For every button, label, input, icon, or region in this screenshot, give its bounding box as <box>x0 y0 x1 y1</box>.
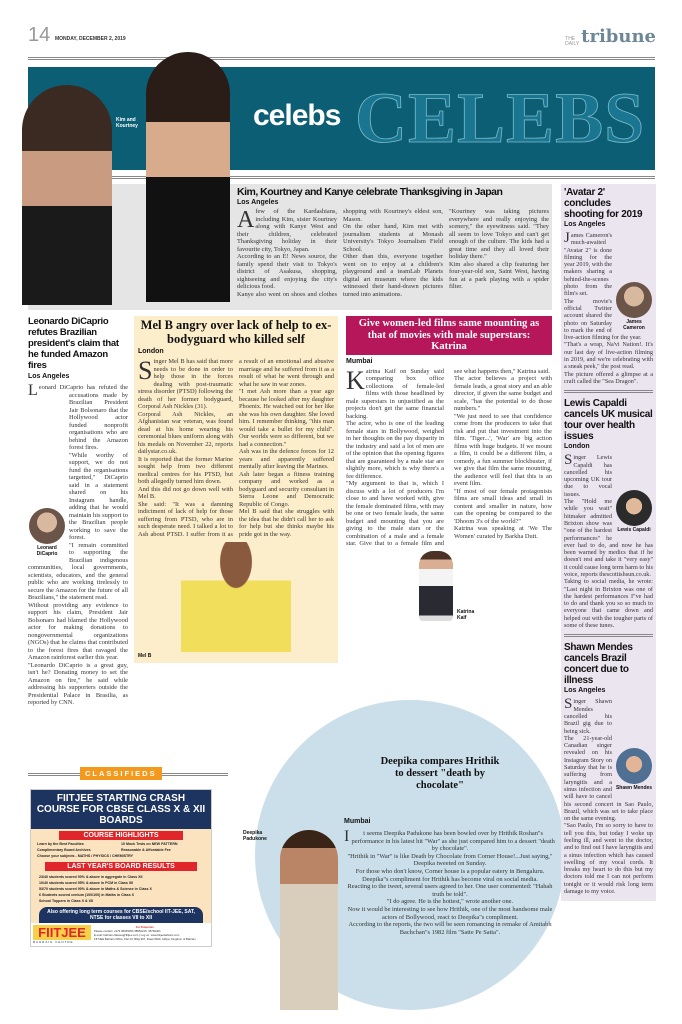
highlight-item: Complimentary Board Archives <box>37 848 91 852</box>
avatar-headline: 'Avatar 2' concludes shooting for 2019 <box>564 187 643 220</box>
katrina-dateline: Mumbai <box>346 357 373 365</box>
deepika-text: t seems Deepika Padukone has been bowled over by Hrithik Roshan"s performance in his latest hit "War" as she just compared him to a dessert "death by chocolate". "Hrithik in "War" is like Death by Chocolate from Corner House!...Just saying," Deepika tweeted on Sunday. For those who don't know, Corner house is a popular eatery in Bengaluru. Deepika"s compliment for Hrithik has become viral on social media. Reacting to the tweet, several users agreed to her. One user commented: "Hahah truth be told". "I do agree. He is the hottest," wrote another one. Now it would be interesting to see how Hrithik, one of the most handsome male actors of Bollywood, react to Deepika"s compliment. According to the reports, the two will be seen romancing in remake of Amitabh Bachchan"s 1982 film "Satte Pe Satta". <box>347 830 555 936</box>
page-number: 14 <box>28 24 51 46</box>
mendes-body <box>564 698 653 895</box>
avatar-article <box>564 187 653 385</box>
cameron-figure <box>615 282 653 331</box>
ad-footer <box>31 923 211 946</box>
melb-body <box>138 358 334 538</box>
capaldi-text: inger Lewis Capaldi has cancelled his upcoming UK tour due to vocal issues. The "Hold me while you wait" hitmaker admitted Brixton show was "one of the hardest performances" he ever had to do, and now he has been warned by medics that if he doesn't rest and take it "very easy" it could cause long term harm to his voice, reports thescottishsun.co.uk. Taking to social media, he wrote: "Last night in Brixton was one of the hardest performances I"ve had to do and thank you so so much to everyone that came down and helped out with the tougher parts of some of these tunes. <box>564 454 653 630</box>
melb-text: inger Mel B has said that more needs to be done in order to help those in the forces dealing with post-traumatic stress disorder (PTSD) following the death of her former bodyguard, Corporal Ash Nickles (31). Corporal Ash Nickles, an Afghanistan war veteran, was found dead at his home wearing his ceremonial blues uniform along with his medals on November 22, reports dailystar.co.uk. It is reported that the former Marine sought help from two different medical centres for his PTSD, but both allegedly turned him down. And this did not go down well with Mel B. She said: "It was a damning indictment of lack of help for those suffering from PTSD, who are in such desperate need. I talked a lot to Ash about PTSD. I suffer from it as a result of an emotional and abusive marriage and he suffered from it as a result of what he went through and what he saw in war zones. "I met Ash more than a year ago because he looked after my daughter Phoenix. He watched out for her like she was his own daughter. She loved him. I remember thinking, "this man would take a bullet for my child". Our worlds were so different, but we had a connection." Ash was in the defence forces for 12 years and apparently suffered mentally after leaving the Marines. Ash later began a fitness training company and worked as a bodyguard and security consultant in Sierra Leone and Democratic Republic of Congo. Mel B said that she struggles with the idea that he didn't call her to ask for help but she thinks maybe his pride got in the way. <box>138 358 334 538</box>
capaldi-article <box>564 398 653 629</box>
highlight-item: Reasonable & Affordable Fee <box>121 848 171 852</box>
melb-article <box>134 316 338 663</box>
kim-body <box>237 208 549 298</box>
highlights-title: COURSE HIGHLIGHTS <box>59 831 183 840</box>
kim-kourtney-caption: Kim and Kourtney <box>116 117 138 129</box>
melb-caption: Mel B <box>138 653 152 659</box>
mendes-dropcap: S <box>564 696 573 713</box>
header-rule <box>28 57 655 60</box>
deepika-caption: Deepika Padukone <box>243 830 267 842</box>
deepika-dateline: Mumbai <box>344 818 371 825</box>
fiitjee-logo <box>33 925 91 944</box>
kourtney-photo <box>22 85 112 305</box>
kim-dateline: Los Angeles <box>237 199 279 206</box>
results-list <box>31 872 211 906</box>
katrina-photo <box>419 551 453 621</box>
dicaprio-body <box>28 384 128 707</box>
result-item: 10/40 students scored 95% & above in PCM in Class XII <box>39 881 134 885</box>
banner-watermark: CELEBS <box>355 78 646 158</box>
highlight-item: 10 Mock Tests on NEW PATTERN <box>121 842 178 846</box>
kim-photo <box>146 52 230 302</box>
offer-banner: Also offering long term courses for CBSE/school IIT-JEE, SAT, NTSE for classes VII to XII <box>39 907 203 923</box>
melb-headline: Mel B angry over lack of help to ex-bodyguard who killed self <box>140 318 332 346</box>
logo-text: tribune <box>581 26 656 47</box>
dicaprio-dateline: Los Angeles <box>28 373 70 380</box>
capaldi-headline: Lewis Capaldi cancels UK musical tour over health issues <box>564 398 653 443</box>
mendes-caption: Shawn Mendes <box>615 785 653 792</box>
kim-text: few of the Kardashians, including Kim, sister Kourtney along with Kanye West and their children, celebrated Thanksgiving holiday in their favourite city, Tokyo, Japan. According to an E! News source, the family spend their visit to Tokyo's district of Asakusa, shopping, sightseeing and enjoying the city's delicious food. Kanye also went on shoes and clothes shopping with Kourtney's eldest son, Mason. On the other hand, Kim met with journalism students at Monash University's Tokyo Journalism Field School. Other than this, everyone together went on to enjoy at a children's playground and a teamLab Planets digital art museum where the kids witnessed their hand-drawn pictures turned into animations. "Kourtney was taking pictures everywhere and really enjoying the scenery," the eyewitness said. "They all seem to love Tokyo and can't get enough of the culture. The kids had a great time and they all loved their holiday there." Kim also shared a clip featuring her four-year-old son, Saint West, having fun at a park playing with a spider filter. <box>237 208 549 298</box>
right-rule-2 <box>564 634 653 637</box>
mendes-article <box>564 642 653 895</box>
deepika-photo <box>280 830 338 1010</box>
avatar-body <box>564 232 653 385</box>
avatar-text: ames Cameron's much-awaited "Avatar 2" is done filming for the year 2019, with the makers sharing a behind-the-scenes photo from the film's set. The movie's official Twitter account shared the photo on Saturday to mark the end of live-action filming for the year. "That's a wrap, Na'vi Nation!. It's our last day of live-action filming in 2019, and we're celebrating with a sneak peek," the post read. The picture offered a glimpse at a craft called the "Sea Dragon". <box>564 232 653 385</box>
fiitjee-ad[interactable] <box>30 789 212 947</box>
classifieds-label: CLASSIFIEDS <box>80 767 162 780</box>
result-item: 6 Students scored centum (100/100) in Maths in Class X <box>39 893 135 897</box>
avatar-dropcap: J <box>564 230 570 246</box>
brand-sub: BAHRAIN CENTRE <box>33 940 74 944</box>
banner-rule <box>28 176 655 179</box>
highlight-item: Choose your subjects - MATHS / PHYSICS / CHEMISTRY <box>37 854 134 858</box>
result-item: 53/70 students scored 90% & above in Maths & Science in Class X <box>39 887 152 891</box>
melb-photo <box>181 542 291 652</box>
deepika-dropcap: I <box>344 828 350 845</box>
dicaprio-figure <box>28 508 66 557</box>
capaldi-body <box>564 454 653 629</box>
melb-dateline: London <box>138 348 164 355</box>
cameron-caption: James Cameron <box>623 319 645 331</box>
katrina-figure <box>346 551 552 621</box>
dicaprio-headline: Leonardo DiCaprio refutes Brazilian president's claim that he funded Amazon fires <box>28 316 119 371</box>
masthead-logo <box>565 26 656 47</box>
dicaprio-article <box>28 316 128 707</box>
results-title: LAST YEAR'S BOARD RESULTS <box>45 862 197 871</box>
katrina-dropcap: K <box>346 365 365 395</box>
deepika-headline: Deepika compares Hrithik to dessert "death by chocolate" <box>380 756 500 791</box>
mendes-figure <box>615 748 653 791</box>
mendes-photo <box>616 748 652 784</box>
cameron-photo <box>616 282 652 318</box>
right-column <box>561 184 656 901</box>
kim-headline: Kim, Kourtney and Kanye celebrate Thanksgiving in Japan <box>237 186 503 198</box>
logo-small: THE DAILY <box>565 36 580 47</box>
capaldi-figure <box>615 490 653 533</box>
contact-phone: Please contact: +973 38045050 38852215, 35784401 <box>94 929 161 933</box>
kim-article <box>237 186 549 298</box>
brand-name: FIITJEE <box>33 925 91 940</box>
melb-dropcap: S <box>138 356 153 385</box>
kim-dropcap: A <box>237 207 255 233</box>
dicaprio-caption: Leonard DiCaprio <box>36 545 58 557</box>
ad-title: FIITJEE STARTING CRASH COURSE FOR CBSE CLASS X & XII BOARDS <box>31 790 211 829</box>
mendes-headline: Shawn Mendes cancels Brazil concert due to illness <box>564 642 633 687</box>
katrina-body <box>346 365 552 548</box>
dicaprio-dropcap: L <box>28 382 38 399</box>
capaldi-dateline: London <box>564 443 590 451</box>
katrina-caption: Katrina Kaif <box>457 608 475 621</box>
deepika-body <box>344 830 556 936</box>
result-item: 23/40 students scored 90% & above in aggregate in Class XII <box>39 875 143 879</box>
katrina-headline: Give women-led films same mounting as that of movies with male superstars: Katrina <box>346 316 552 355</box>
highlight-item: Learn by the Best Faculties <box>37 842 84 846</box>
katrina-article <box>346 316 552 621</box>
capaldi-dropcap: S <box>564 452 573 469</box>
section-title: celebs <box>253 99 341 132</box>
katrina-text: atrina Kaif on Sunday said comparing box office collections of female-led films with those headlined by male superstars in unjustified as the projects don't get the same financial backing. The actor, who is one of the leading female stars in Bollywood, weighed in her thoughts on the pay disparity in the industry and said a lot of men are of the opinion that the opening figures that are guaranteed by a male star are slightly more, which is why there's a fee difference. "My argument to that is, which I discuss with a lot of producers I'm close to and have worked with, give the female dominated films, with may be one or two female leads, the same budget and mounting that you are giving to the male stars or the combination of a male and a female star. Give that to a female film and see what happens then," Katrina said. The actor believes a project with female leads, a great story and an able director, if given the same budget and scale, "has the potential to do those numbers." "We just need to see that confidence come from the producers to take that risk and put that investment into the film. 'Tiger...', 'War' are big action films with huge budgets. If we mount a film, it could be a different film, a comedy, a fun summer blockbuster, if we give that film the same mounting, the audience will feel that this is an event film. "If most of our female protagonists films are small ideas and small in content and smaller in nature, how can the opening be compared to the 'Dhoom 3's of the world?" Katrina was speaking at 'We The Women' curated by Barkha Dutt. <box>346 367 552 547</box>
contact-email: E-mail: bahrain.classes@fiitjee.com | Log on: www.fiitjeebahrain.com <box>94 933 180 937</box>
capaldi-caption: Lewis Capaldi <box>617 527 651 534</box>
issue-date: MONDAY, DECEMBER 2, 2019 <box>55 36 126 42</box>
contact-info <box>94 925 196 944</box>
dicaprio-photo <box>29 508 65 544</box>
avatar-dateline: Los Angeles <box>564 221 606 228</box>
dicaprio-text: eonard DiCaprio has refuted the accusations made by Brazilian President Jair Bolsonaro that the Hollywood actor funded nonprofit organisations who are behind the Amazon forest fires. "While worthy of support, we do not fund the organisations targetted," DiCaprio said in a statement shared on his Instagram handle, adding that he would maintain his support to the Brazilian people working to save the forest. "I remain committed to supporting the Brazilian indigenous communities, local governments, scientists, educators, and the general public who are working tirelessly to secure the Amazon for the future of all Brazilians," the statement read. Without providing any evidence to support his claim, President Jair Bolsonaro had blamed the Hollywood actor for making donations to nongovernmental organizations (NGOs) that he claims that contributed to the forest fires that ravaged the Amazon rainforest earlier this year. "Leonardo DiCaprio is a great guy, isn't he? Donating money to set the Amazon on fire," he said while addressing his supporters outside the Presidential Palace in Brasilia, as reported by CNN. <box>28 384 128 706</box>
mendes-text: inger Shawn Mendes cancelled his Brazil gig due to being sick. The 21-year-old Canadian singer revealed on his Instagram Story on Saturday that he is suffering from laryngitis and a sinus infection and will have to cancel his second concert in Sao Paulo, Brazil, which was set to take place on the same evening. "Sao Paulo, I'm so sorry to have to tell you this, but today I woke up feeling ill, and went to the doctor, and to find out I have laryngitis and a sinus infection which has caused swelling of my vocal cords. It breaks my heart to do this but my doctors told me I can not perform tonight or it would risk long term damage to my voice. <box>564 698 653 896</box>
enquiries-label: For Enquiries <box>135 925 154 929</box>
capaldi-photo <box>616 490 652 526</box>
contact-address: FIITJEE Bahrain Office: Flat 13, Bldg 997, Road 3620, Adliya, Kingdom of Bahrain <box>94 937 196 941</box>
mendes-dateline: Los Angeles <box>564 687 606 695</box>
right-rule-1 <box>564 390 653 393</box>
result-item: School Toppers in Class X & XII <box>39 899 94 903</box>
highlights-list <box>31 840 211 861</box>
